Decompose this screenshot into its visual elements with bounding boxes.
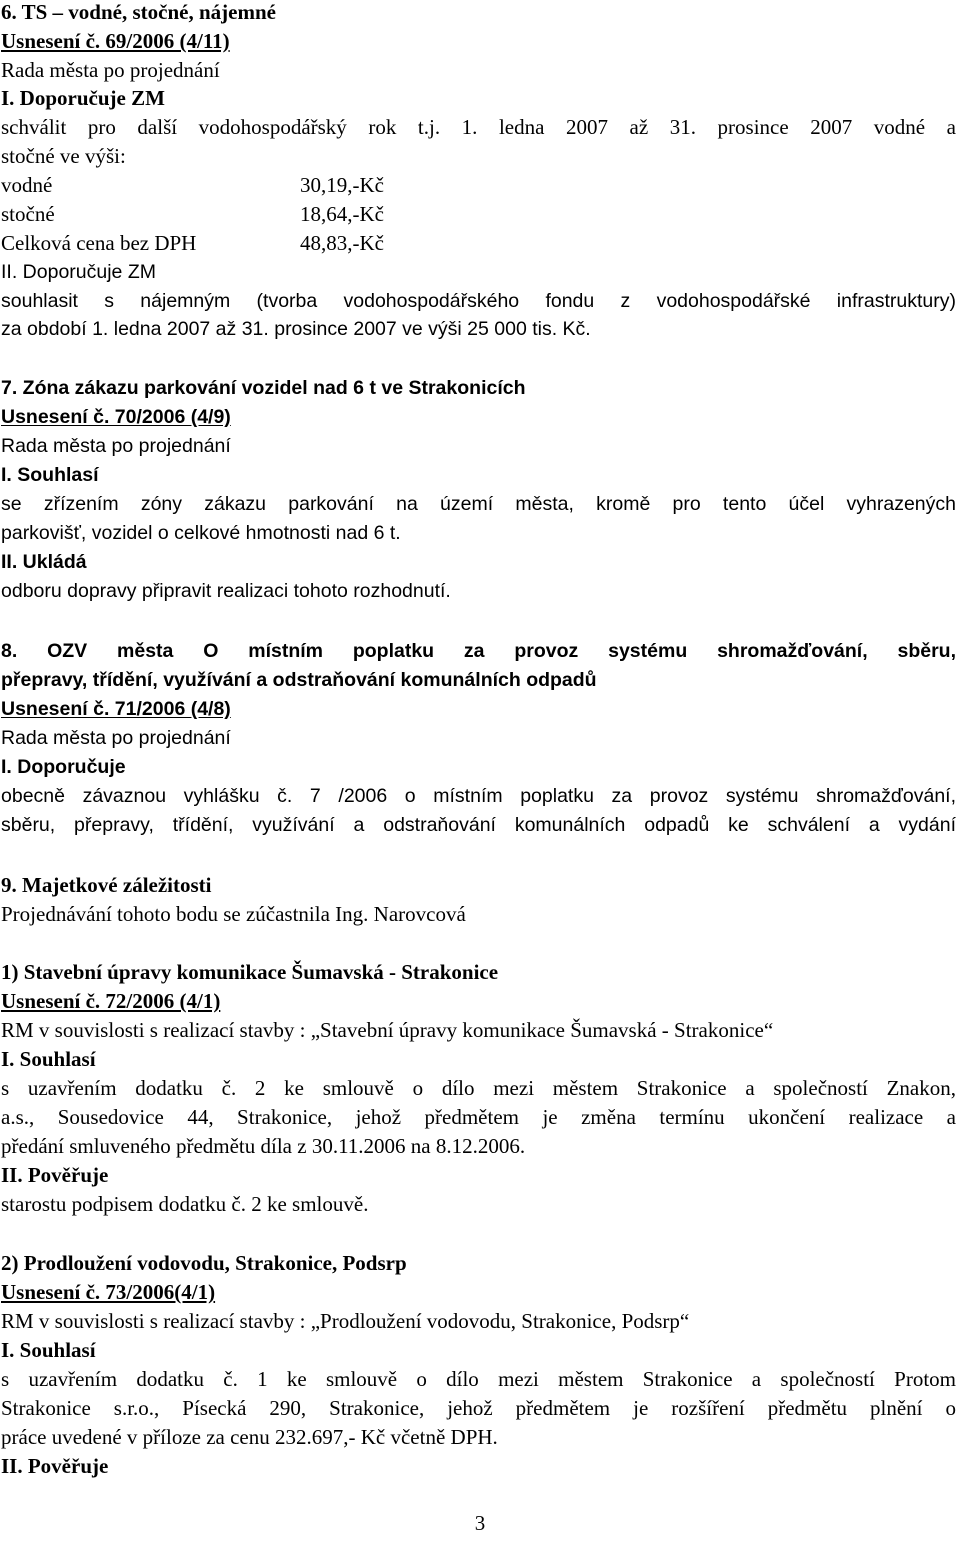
section-8-resolution-number: Usnesení č. 71/2006 (4/8) <box>1 698 231 720</box>
section-7-point-1-text-line: parkovišť, vozidel o celkové hmotnosti nad 6 t. <box>1 522 401 544</box>
section-7-point-2-title: II. Ukládá <box>1 551 87 573</box>
item-1-intro: RM v souvislosti s realizací stavby : „Stavební úpravy komunikace Šumavská - Strakonice“ <box>1 1018 774 1042</box>
item-2-resolution-number: Usnesení č. 73/2006(4/1) <box>1 1280 216 1304</box>
item-1-point-1-text-line: a.s., Sousedovice 44, Strakonice, jehož předmětem je změna termínu ukončení realizace a <box>1 1105 956 1129</box>
item-1-point-1-title: I. Souhlasí <box>1 1047 96 1071</box>
section-8-heading-line: 8. OZV města O místním poplatku za provoz systému shromažďování, sběru, <box>1 640 956 662</box>
section-6-resolution-number: Usnesení č. 69/2006 (4/11) <box>1 29 230 53</box>
section-6-heading: 6. TS – vodné, stočné, nájemné <box>1 0 276 24</box>
price-value: 48,83,-Kč <box>300 231 384 255</box>
section-6-point-1-title: I. Doporučuje ZM <box>1 86 165 110</box>
section-7-point-2-text-line: odboru dopravy připravit realizaci tohoto rozhodnutí. <box>1 580 451 602</box>
item-1-heading: 1) Stavební úpravy komunikace Šumavská - Strakonice <box>1 960 499 984</box>
item-2-point-2-title: II. Pověřuje <box>1 1454 109 1478</box>
section-6-point-1-text-line: schválit pro další vodohospodářský rok t.j. 1. ledna 2007 až 31. prosince 2007 vodné a <box>1 115 956 139</box>
price-value: 18,64,-Kč <box>300 202 384 226</box>
section-9-heading: 9. Majetkové záležitosti <box>1 873 212 897</box>
item-2-point-1-text-line: Strakonice s.r.o., Písecká 290, Strakonice, jehož předmětem je rozšíření předmětu plnění o <box>1 1396 956 1420</box>
section-8-heading-line: přepravy, třídění, využívání a odstraňování komunálních odpadů <box>1 669 597 691</box>
section-6-point-2-title: II. Doporučuje ZM <box>1 261 156 283</box>
item-1-point-1-text-line: s uzavřením dodatku č. 2 ke smlouvě o dílo mezi městem Strakonice a společností Znakon, <box>1 1076 956 1100</box>
section-7-resolution-number: Usnesení č. 70/2006 (4/9) <box>1 406 231 428</box>
price-label: vodné <box>1 173 53 197</box>
price-row-total <box>1 229 384 257</box>
section-8-point-1-text-line: sběru, přepravy, třídění, využívání a odstraňování komunálních odpadů ke schválení a vydání <box>1 814 956 836</box>
section-8-council-line: Rada města po projednání <box>1 727 231 749</box>
price-row-sewage <box>1 200 384 228</box>
price-value: 30,19,-Kč <box>300 173 384 197</box>
section-7-council-line: Rada města po projednání <box>1 435 231 457</box>
section-7-point-1-title: I. Souhlasí <box>1 464 99 486</box>
price-label: stočné <box>1 202 55 226</box>
item-2-point-1-text-line: práce uvedené v příloze za cenu 232.697,- Kč včetně DPH. <box>1 1425 498 1449</box>
section-8-point-1-title: I. Doporučuje <box>1 756 126 778</box>
price-row-water <box>1 171 384 199</box>
item-2-intro: RM v souvislosti s realizací stavby : „Prodloužení vodovodu, Strakonice, Podsrp“ <box>1 1309 690 1333</box>
section-6-point-2-text-line: souhlasit s nájemným (tvorba vodohospodářského fondu z vodohospodářské infrastruktury) <box>1 290 956 312</box>
section-8-point-1-text-line: obecně závaznou vyhlášku č. 7 /2006 o místním poplatku za provoz systému shromažďování, <box>1 785 956 807</box>
section-9-note: Projednávání tohoto bodu se zúčastnila Ing. Narovcová <box>1 902 466 926</box>
item-2-point-1-title: I. Souhlasí <box>1 1338 96 1362</box>
section-7-point-1-text-line: se zřízením zóny zákazu parkování na území města, kromě pro tento účel vyhrazených <box>1 493 956 515</box>
section-6-point-2-text-line: za období 1. ledna 2007 až 31. prosince 2007 ve výši 25 000 tis. Kč. <box>1 318 591 340</box>
item-1-point-1-text-line: předání smluveného předmětu díla z 30.11.2006 na 8.12.2006. <box>1 1134 526 1158</box>
item-1-point-2-text-line: starostu podpisem dodatku č. 2 ke smlouvě. <box>1 1192 369 1216</box>
price-label: Celková cena bez DPH <box>1 231 197 255</box>
section-6-council-line: Rada města po projednání <box>1 58 220 82</box>
item-1-resolution-number: Usnesení č. 72/2006 (4/1) <box>1 989 221 1013</box>
item-1-point-2-title: II. Pověřuje <box>1 1163 109 1187</box>
section-6-point-1-text-line: stočné ve výši: <box>1 144 126 168</box>
page-number: 3 <box>474 1511 486 1535</box>
item-2-heading: 2) Prodloužení vodovodu, Strakonice, Podsrp <box>1 1251 407 1275</box>
item-2-point-1-text-line: s uzavřením dodatku č. 1 ke smlouvě o dílo mezi městem Strakonice a společností Protom <box>1 1367 956 1391</box>
section-7-heading: 7. Zóna zákazu parkování vozidel nad 6 t ve Strakonicích <box>1 377 526 399</box>
